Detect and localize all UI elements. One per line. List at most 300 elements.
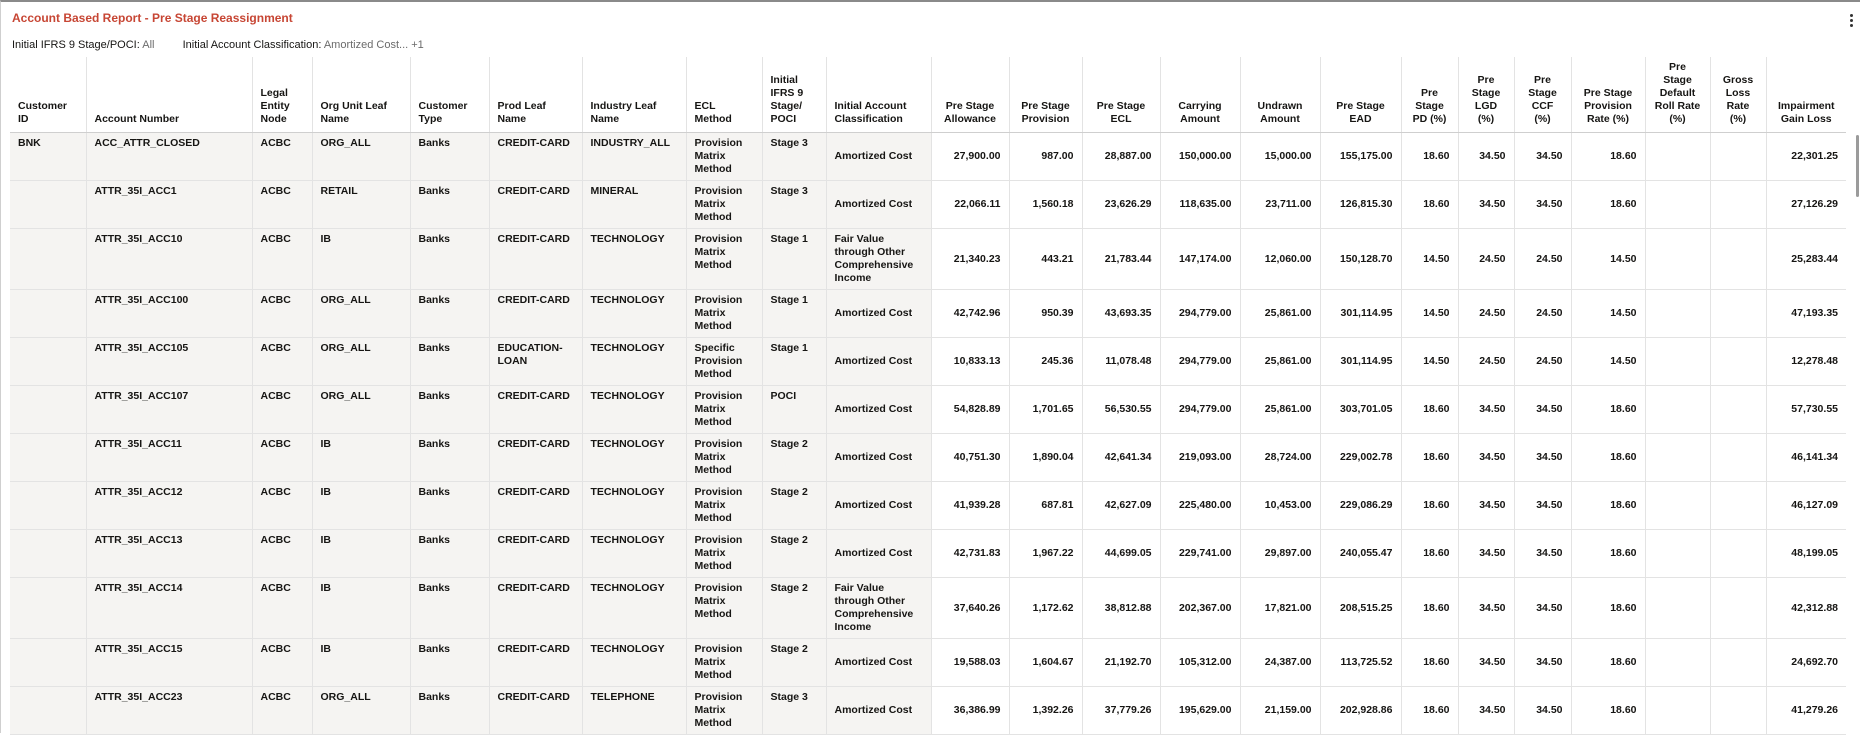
cell-ccf: 34.50 xyxy=(1514,578,1571,639)
column-header-org-unit[interactable]: Org Unit Leaf Name xyxy=(312,57,410,133)
cell-ecl-method: Specific Provision Method xyxy=(686,338,762,386)
cell-industry-leaf: MINERAL xyxy=(582,181,686,229)
vertical-scrollbar[interactable] xyxy=(1856,135,1859,197)
cell-customer-id xyxy=(10,386,86,434)
cell-prod-leaf: CREDIT-CARD xyxy=(489,181,582,229)
cell-ead: 150,128.70 xyxy=(1320,229,1401,290)
cell-carrying: 202,367.00 xyxy=(1160,578,1240,639)
cell-lgd: 34.50 xyxy=(1458,578,1514,639)
cell-roll-rate xyxy=(1645,434,1710,482)
cell-provision: 950.39 xyxy=(1009,290,1082,338)
cell-customer-id xyxy=(10,181,86,229)
table-row[interactable] xyxy=(10,578,1846,639)
report-table-container[interactable] xyxy=(10,57,1852,735)
cell-undrawn: 23,711.00 xyxy=(1240,181,1320,229)
cell-initial-stage: Stage 2 xyxy=(762,434,826,482)
cell-initial-stage: Stage 1 xyxy=(762,338,826,386)
cell-undrawn: 29,897.00 xyxy=(1240,530,1320,578)
cell-prov-rate: 14.50 xyxy=(1571,229,1645,290)
cell-account: ATTR_35I_ACC13 xyxy=(86,530,252,578)
cell-pd: 18.60 xyxy=(1401,482,1458,530)
cell-ccf: 34.50 xyxy=(1514,181,1571,229)
cell-roll-rate xyxy=(1645,338,1710,386)
cell-allowance: 10,833.13 xyxy=(931,338,1009,386)
cell-undrawn: 24,387.00 xyxy=(1240,639,1320,687)
column-header-customer-id[interactable]: Customer ID xyxy=(10,57,86,133)
cell-allowance: 21,340.23 xyxy=(931,229,1009,290)
cell-account: ATTR_35I_ACC23 xyxy=(86,687,252,735)
cell-ead: 301,114.95 xyxy=(1320,338,1401,386)
cell-carrying: 118,635.00 xyxy=(1160,181,1240,229)
cell-ecl-method: Provision Matrix Method xyxy=(686,229,762,290)
cell-prod-leaf: CREDIT-CARD xyxy=(489,482,582,530)
cell-ecl: 21,192.70 xyxy=(1082,639,1160,687)
cell-account: ATTR_35I_ACC14 xyxy=(86,578,252,639)
cell-gross-loss xyxy=(1710,578,1766,639)
cell-customer-type: Banks xyxy=(410,639,489,687)
cell-customer-id xyxy=(10,687,86,735)
cell-prov-rate: 18.60 xyxy=(1571,133,1645,181)
cell-provision: 687.81 xyxy=(1009,482,1082,530)
cell-gross-loss xyxy=(1710,181,1766,229)
cell-provision: 1,890.04 xyxy=(1009,434,1082,482)
cell-impairment: 47,193.35 xyxy=(1766,290,1846,338)
cell-allowance: 40,751.30 xyxy=(931,434,1009,482)
cell-ecl-method: Provision Matrix Method xyxy=(686,133,762,181)
column-header-ead[interactable]: Pre Stage EAD xyxy=(1320,57,1401,133)
cell-initial-stage: Stage 2 xyxy=(762,482,826,530)
cell-customer-type: Banks xyxy=(410,434,489,482)
cell-lgd: 34.50 xyxy=(1458,639,1514,687)
cell-prov-rate: 18.60 xyxy=(1571,482,1645,530)
cell-ccf: 24.50 xyxy=(1514,229,1571,290)
cell-account: ATTR_35I_ACC107 xyxy=(86,386,252,434)
cell-org-unit: ORG_ALL xyxy=(312,133,410,181)
cell-provision: 245.36 xyxy=(1009,338,1082,386)
cell-gross-loss xyxy=(1710,133,1766,181)
cell-initial-stage: Stage 2 xyxy=(762,639,826,687)
cell-prov-rate: 18.60 xyxy=(1571,687,1645,735)
cell-impairment: 25,283.44 xyxy=(1766,229,1846,290)
cell-ead: 126,815.30 xyxy=(1320,181,1401,229)
cell-impairment: 12,278.48 xyxy=(1766,338,1846,386)
cell-pd: 18.60 xyxy=(1401,386,1458,434)
cell-legal-entity: ACBC xyxy=(252,181,312,229)
cell-customer-type: Banks xyxy=(410,229,489,290)
cell-lgd: 34.50 xyxy=(1458,434,1514,482)
cell-ead: 229,086.29 xyxy=(1320,482,1401,530)
column-header-gross-loss[interactable]: Gross Loss Rate (%) xyxy=(1710,57,1766,133)
cell-ccf: 34.50 xyxy=(1514,687,1571,735)
column-header-customer-type[interactable]: Customer Type xyxy=(410,57,489,133)
table-row[interactable] xyxy=(10,639,1846,687)
cell-carrying: 294,779.00 xyxy=(1160,386,1240,434)
cell-roll-rate xyxy=(1645,639,1710,687)
cell-org-unit: IB xyxy=(312,530,410,578)
cell-industry-leaf: TECHNOLOGY xyxy=(582,578,686,639)
cell-pd: 18.60 xyxy=(1401,434,1458,482)
cell-pd: 18.60 xyxy=(1401,181,1458,229)
cell-ecl-method: Provision Matrix Method xyxy=(686,386,762,434)
cell-org-unit: ORG_ALL xyxy=(312,386,410,434)
column-header-roll-rate[interactable]: Pre Stage Default Roll Rate (%) xyxy=(1645,57,1710,133)
cell-customer-type: Banks xyxy=(410,482,489,530)
cell-ecl-method: Provision Matrix Method xyxy=(686,181,762,229)
cell-provision: 443.21 xyxy=(1009,229,1082,290)
cell-allowance: 36,386.99 xyxy=(931,687,1009,735)
cell-customer-id xyxy=(10,578,86,639)
cell-prov-rate: 18.60 xyxy=(1571,530,1645,578)
cell-initial-stage: Stage 3 xyxy=(762,181,826,229)
cell-carrying: 219,093.00 xyxy=(1160,434,1240,482)
cell-account: ATTR_35I_ACC100 xyxy=(86,290,252,338)
cell-industry-leaf: TECHNOLOGY xyxy=(582,229,686,290)
report-title: Account Based Report - Pre Stage Reassignment xyxy=(12,11,293,25)
cell-initial-class: Fair Value through Other Comprehensive Income xyxy=(826,578,931,639)
cell-allowance: 22,066.11 xyxy=(931,181,1009,229)
cell-initial-class: Fair Value through Other Comprehensive Income xyxy=(826,229,931,290)
filter-bar xyxy=(12,39,424,51)
cell-initial-stage: POCI xyxy=(762,386,826,434)
cell-initial-class: Amortized Cost xyxy=(826,687,931,735)
cell-roll-rate xyxy=(1645,530,1710,578)
cell-customer-type: Banks xyxy=(410,290,489,338)
cell-pd: 14.50 xyxy=(1401,290,1458,338)
cell-impairment: 24,692.70 xyxy=(1766,639,1846,687)
cell-impairment: 41,279.26 xyxy=(1766,687,1846,735)
column-header-industry-leaf[interactable]: Industry Leaf Name xyxy=(582,57,686,133)
cell-allowance: 42,731.83 xyxy=(931,530,1009,578)
cell-ccf: 34.50 xyxy=(1514,434,1571,482)
cell-carrying: 225,480.00 xyxy=(1160,482,1240,530)
cell-legal-entity: ACBC xyxy=(252,578,312,639)
cell-prod-leaf: CREDIT-CARD xyxy=(489,229,582,290)
cell-initial-class: Amortized Cost xyxy=(826,181,931,229)
column-header-ecl-method[interactable]: ECL Method xyxy=(686,57,762,133)
column-header-account[interactable]: Account Number xyxy=(86,57,252,133)
cell-account: ATTR_35I_ACC10 xyxy=(86,229,252,290)
table-row[interactable] xyxy=(10,338,1846,386)
cell-initial-class: Amortized Cost xyxy=(826,639,931,687)
cell-carrying: 294,779.00 xyxy=(1160,338,1240,386)
cell-legal-entity: ACBC xyxy=(252,229,312,290)
cell-initial-stage: Stage 2 xyxy=(762,578,826,639)
filter-stage-value[interactable]: All xyxy=(142,39,155,51)
cell-ead: 229,002.78 xyxy=(1320,434,1401,482)
cell-initial-class: Amortized Cost xyxy=(826,530,931,578)
cell-ecl: 38,812.88 xyxy=(1082,578,1160,639)
cell-industry-leaf: TECHNOLOGY xyxy=(582,482,686,530)
cell-lgd: 34.50 xyxy=(1458,482,1514,530)
column-header-carrying[interactable]: Carrying Amount xyxy=(1160,57,1240,133)
cell-ecl-method: Provision Matrix Method xyxy=(686,530,762,578)
cell-legal-entity: ACBC xyxy=(252,338,312,386)
cell-initial-stage: Stage 2 xyxy=(762,530,826,578)
cell-customer-type: Banks xyxy=(410,530,489,578)
cell-initial-class: Amortized Cost xyxy=(826,290,931,338)
cell-legal-entity: ACBC xyxy=(252,639,312,687)
cell-account: ATTR_35I_ACC105 xyxy=(86,338,252,386)
cell-impairment: 22,301.25 xyxy=(1766,133,1846,181)
cell-prod-leaf: CREDIT-CARD xyxy=(489,133,582,181)
cell-pd: 18.60 xyxy=(1401,133,1458,181)
cell-ccf: 34.50 xyxy=(1514,386,1571,434)
column-header-impairment[interactable]: Impairment Gain Loss xyxy=(1766,57,1846,133)
cell-allowance: 37,640.26 xyxy=(931,578,1009,639)
cell-initial-stage: Stage 1 xyxy=(762,229,826,290)
cell-ead: 303,701.05 xyxy=(1320,386,1401,434)
cell-ecl: 42,641.34 xyxy=(1082,434,1160,482)
table-row[interactable] xyxy=(10,133,1846,181)
cell-industry-leaf: TECHNOLOGY xyxy=(582,639,686,687)
cell-customer-id xyxy=(10,530,86,578)
cell-prov-rate: 18.60 xyxy=(1571,386,1645,434)
cell-customer-id xyxy=(10,482,86,530)
filter-classification-label: Initial Account Classification: xyxy=(182,39,322,51)
cell-ecl-method: Provision Matrix Method xyxy=(686,290,762,338)
column-header-prod-leaf[interactable]: Prod Leaf Name xyxy=(489,57,582,133)
cell-initial-class: Amortized Cost xyxy=(826,434,931,482)
cell-customer-id xyxy=(10,338,86,386)
column-header-ccf[interactable]: Pre Stage CCF (%) xyxy=(1514,57,1571,133)
cell-legal-entity: ACBC xyxy=(252,133,312,181)
cell-roll-rate xyxy=(1645,386,1710,434)
cell-ead: 155,175.00 xyxy=(1320,133,1401,181)
table-row[interactable] xyxy=(10,530,1846,578)
cell-prod-leaf: CREDIT-CARD xyxy=(489,290,582,338)
cell-ecl: 56,530.55 xyxy=(1082,386,1160,434)
cell-customer-id xyxy=(10,434,86,482)
cell-provision: 1,604.67 xyxy=(1009,639,1082,687)
cell-lgd: 34.50 xyxy=(1458,386,1514,434)
cell-carrying: 294,779.00 xyxy=(1160,290,1240,338)
cell-ccf: 34.50 xyxy=(1514,639,1571,687)
column-header-ecl[interactable]: Pre Stage ECL xyxy=(1082,57,1160,133)
cell-ccf: 34.50 xyxy=(1514,133,1571,181)
cell-roll-rate xyxy=(1645,229,1710,290)
cell-gross-loss xyxy=(1710,290,1766,338)
table-row[interactable] xyxy=(10,181,1846,229)
cell-ecl-method: Provision Matrix Method xyxy=(686,482,762,530)
cell-undrawn: 15,000.00 xyxy=(1240,133,1320,181)
cell-prov-rate: 18.60 xyxy=(1571,639,1645,687)
cell-prod-leaf: CREDIT-CARD xyxy=(489,639,582,687)
cell-ecl: 42,627.09 xyxy=(1082,482,1160,530)
table-row[interactable] xyxy=(10,386,1846,434)
cell-provision: 1,967.22 xyxy=(1009,530,1082,578)
cell-customer-type: Banks xyxy=(410,338,489,386)
cell-customer-type: Banks xyxy=(410,181,489,229)
cell-prod-leaf: EDUCATION-LOAN xyxy=(489,338,582,386)
cell-org-unit: IB xyxy=(312,482,410,530)
cell-org-unit: IB xyxy=(312,578,410,639)
cell-ccf: 24.50 xyxy=(1514,338,1571,386)
cell-gross-loss xyxy=(1710,482,1766,530)
more-options-icon[interactable] xyxy=(1848,14,1854,30)
cell-carrying: 150,000.00 xyxy=(1160,133,1240,181)
cell-legal-entity: ACBC xyxy=(252,386,312,434)
column-header-initial-stage[interactable]: Initial IFRS 9 Stage/ POCI xyxy=(762,57,826,133)
cell-pd: 18.60 xyxy=(1401,687,1458,735)
column-header-provision[interactable]: Pre Stage Provision xyxy=(1009,57,1082,133)
cell-provision: 987.00 xyxy=(1009,133,1082,181)
cell-impairment: 27,126.29 xyxy=(1766,181,1846,229)
cell-org-unit: ORG_ALL xyxy=(312,338,410,386)
cell-impairment: 46,127.09 xyxy=(1766,482,1846,530)
table-row[interactable] xyxy=(10,434,1846,482)
cell-customer-id xyxy=(10,290,86,338)
cell-ead: 202,928.86 xyxy=(1320,687,1401,735)
cell-industry-leaf: TECHNOLOGY xyxy=(582,434,686,482)
column-header-lgd[interactable]: Pre Stage LGD (%) xyxy=(1458,57,1514,133)
filter-classification-value[interactable]: Amortized Cost... +1 xyxy=(323,39,424,51)
cell-lgd: 34.50 xyxy=(1458,133,1514,181)
cell-initial-class: Amortized Cost xyxy=(826,386,931,434)
cell-provision: 1,560.18 xyxy=(1009,181,1082,229)
cell-ecl: 23,626.29 xyxy=(1082,181,1160,229)
cell-gross-loss xyxy=(1710,687,1766,735)
cell-gross-loss xyxy=(1710,229,1766,290)
cell-roll-rate xyxy=(1645,290,1710,338)
cell-undrawn: 10,453.00 xyxy=(1240,482,1320,530)
cell-prov-rate: 18.60 xyxy=(1571,578,1645,639)
cell-account: ATTR_35I_ACC12 xyxy=(86,482,252,530)
table-row[interactable] xyxy=(10,482,1846,530)
cell-roll-rate xyxy=(1645,133,1710,181)
cell-pd: 14.50 xyxy=(1401,229,1458,290)
column-header-allowance[interactable]: Pre Stage Allowance xyxy=(931,57,1009,133)
cell-legal-entity: ACBC xyxy=(252,290,312,338)
cell-prov-rate: 18.60 xyxy=(1571,434,1645,482)
filter-stage-label: Initial IFRS 9 Stage/POCI: xyxy=(12,39,140,51)
cell-prov-rate: 14.50 xyxy=(1571,290,1645,338)
cell-org-unit: ORG_ALL xyxy=(312,687,410,735)
cell-roll-rate xyxy=(1645,687,1710,735)
table-row[interactable] xyxy=(10,290,1846,338)
cell-ecl: 44,699.05 xyxy=(1082,530,1160,578)
cell-ead: 240,055.47 xyxy=(1320,530,1401,578)
cell-legal-entity: ACBC xyxy=(252,687,312,735)
cell-allowance: 19,588.03 xyxy=(931,639,1009,687)
cell-ead: 113,725.52 xyxy=(1320,639,1401,687)
cell-account: ATTR_35I_ACC1 xyxy=(86,181,252,229)
cell-ccf: 34.50 xyxy=(1514,482,1571,530)
column-header-legal-entity[interactable]: Legal Entity Node xyxy=(252,57,312,133)
column-header-pd[interactable]: Pre Stage PD (%) xyxy=(1401,57,1458,133)
cell-gross-loss xyxy=(1710,386,1766,434)
cell-prov-rate: 14.50 xyxy=(1571,338,1645,386)
cell-carrying: 195,629.00 xyxy=(1160,687,1240,735)
cell-provision: 1,392.26 xyxy=(1009,687,1082,735)
cell-allowance: 42,742.96 xyxy=(931,290,1009,338)
cell-ead: 301,114.95 xyxy=(1320,290,1401,338)
cell-ecl: 21,783.44 xyxy=(1082,229,1160,290)
cell-ead: 208,515.25 xyxy=(1320,578,1401,639)
cell-industry-leaf: TECHNOLOGY xyxy=(582,386,686,434)
cell-initial-stage: Stage 3 xyxy=(762,687,826,735)
cell-org-unit: ORG_ALL xyxy=(312,290,410,338)
cell-pd: 18.60 xyxy=(1401,639,1458,687)
column-header-prov-rate[interactable]: Pre Stage Provision Rate (%) xyxy=(1571,57,1645,133)
cell-industry-leaf: INDUSTRY_ALL xyxy=(582,133,686,181)
cell-provision: 1,701.65 xyxy=(1009,386,1082,434)
cell-account: ATTR_35I_ACC11 xyxy=(86,434,252,482)
cell-undrawn: 25,861.00 xyxy=(1240,386,1320,434)
cell-roll-rate xyxy=(1645,482,1710,530)
cell-initial-class: Amortized Cost xyxy=(826,482,931,530)
cell-gross-loss xyxy=(1710,639,1766,687)
cell-ecl-method: Provision Matrix Method xyxy=(686,687,762,735)
cell-initial-stage: Stage 1 xyxy=(762,290,826,338)
cell-lgd: 24.50 xyxy=(1458,290,1514,338)
column-header-initial-class[interactable]: Initial Account Classification xyxy=(826,57,931,133)
cell-org-unit: IB xyxy=(312,639,410,687)
cell-undrawn: 17,821.00 xyxy=(1240,578,1320,639)
cell-impairment: 42,312.88 xyxy=(1766,578,1846,639)
cell-industry-leaf: TECHNOLOGY xyxy=(582,338,686,386)
cell-prod-leaf: CREDIT-CARD xyxy=(489,386,582,434)
cell-account: ACC_ATTR_CLOSED xyxy=(86,133,252,181)
cell-ecl: 37,779.26 xyxy=(1082,687,1160,735)
cell-provision: 1,172.62 xyxy=(1009,578,1082,639)
cell-lgd: 24.50 xyxy=(1458,229,1514,290)
cell-ccf: 24.50 xyxy=(1514,290,1571,338)
cell-undrawn: 21,159.00 xyxy=(1240,687,1320,735)
cell-undrawn: 25,861.00 xyxy=(1240,290,1320,338)
cell-lgd: 34.50 xyxy=(1458,530,1514,578)
cell-impairment: 48,199.05 xyxy=(1766,530,1846,578)
cell-customer-type: Banks xyxy=(410,133,489,181)
cell-pd: 18.60 xyxy=(1401,530,1458,578)
cell-legal-entity: ACBC xyxy=(252,434,312,482)
report-table xyxy=(10,57,1846,735)
cell-initial-class: Amortized Cost xyxy=(826,338,931,386)
cell-allowance: 54,828.89 xyxy=(931,386,1009,434)
cell-prov-rate: 18.60 xyxy=(1571,181,1645,229)
cell-industry-leaf: TECHNOLOGY xyxy=(582,290,686,338)
cell-prod-leaf: CREDIT-CARD xyxy=(489,578,582,639)
cell-org-unit: RETAIL xyxy=(312,181,410,229)
cell-initial-class: Amortized Cost xyxy=(826,133,931,181)
cell-undrawn: 25,861.00 xyxy=(1240,338,1320,386)
cell-prod-leaf: CREDIT-CARD xyxy=(489,530,582,578)
column-header-undrawn[interactable]: Undrawn Amount xyxy=(1240,57,1320,133)
cell-industry-leaf: TECHNOLOGY xyxy=(582,530,686,578)
cell-org-unit: IB xyxy=(312,434,410,482)
cell-lgd: 34.50 xyxy=(1458,181,1514,229)
cell-ecl-method: Provision Matrix Method xyxy=(686,639,762,687)
cell-pd: 14.50 xyxy=(1401,338,1458,386)
cell-industry-leaf: TELEPHONE xyxy=(582,687,686,735)
cell-allowance: 27,900.00 xyxy=(931,133,1009,181)
cell-carrying: 147,174.00 xyxy=(1160,229,1240,290)
table-row[interactable] xyxy=(10,687,1846,735)
table-header-row xyxy=(10,57,1846,133)
table-row[interactable] xyxy=(10,229,1846,290)
cell-lgd: 24.50 xyxy=(1458,338,1514,386)
cell-customer-type: Banks xyxy=(410,386,489,434)
cell-roll-rate xyxy=(1645,181,1710,229)
cell-legal-entity: ACBC xyxy=(252,530,312,578)
cell-customer-type: Banks xyxy=(410,687,489,735)
cell-account: ATTR_35I_ACC15 xyxy=(86,639,252,687)
cell-undrawn: 12,060.00 xyxy=(1240,229,1320,290)
cell-customer-id: BNK xyxy=(10,133,86,181)
cell-impairment: 57,730.55 xyxy=(1766,386,1846,434)
cell-ecl: 43,693.35 xyxy=(1082,290,1160,338)
cell-prod-leaf: CREDIT-CARD xyxy=(489,687,582,735)
cell-undrawn: 28,724.00 xyxy=(1240,434,1320,482)
